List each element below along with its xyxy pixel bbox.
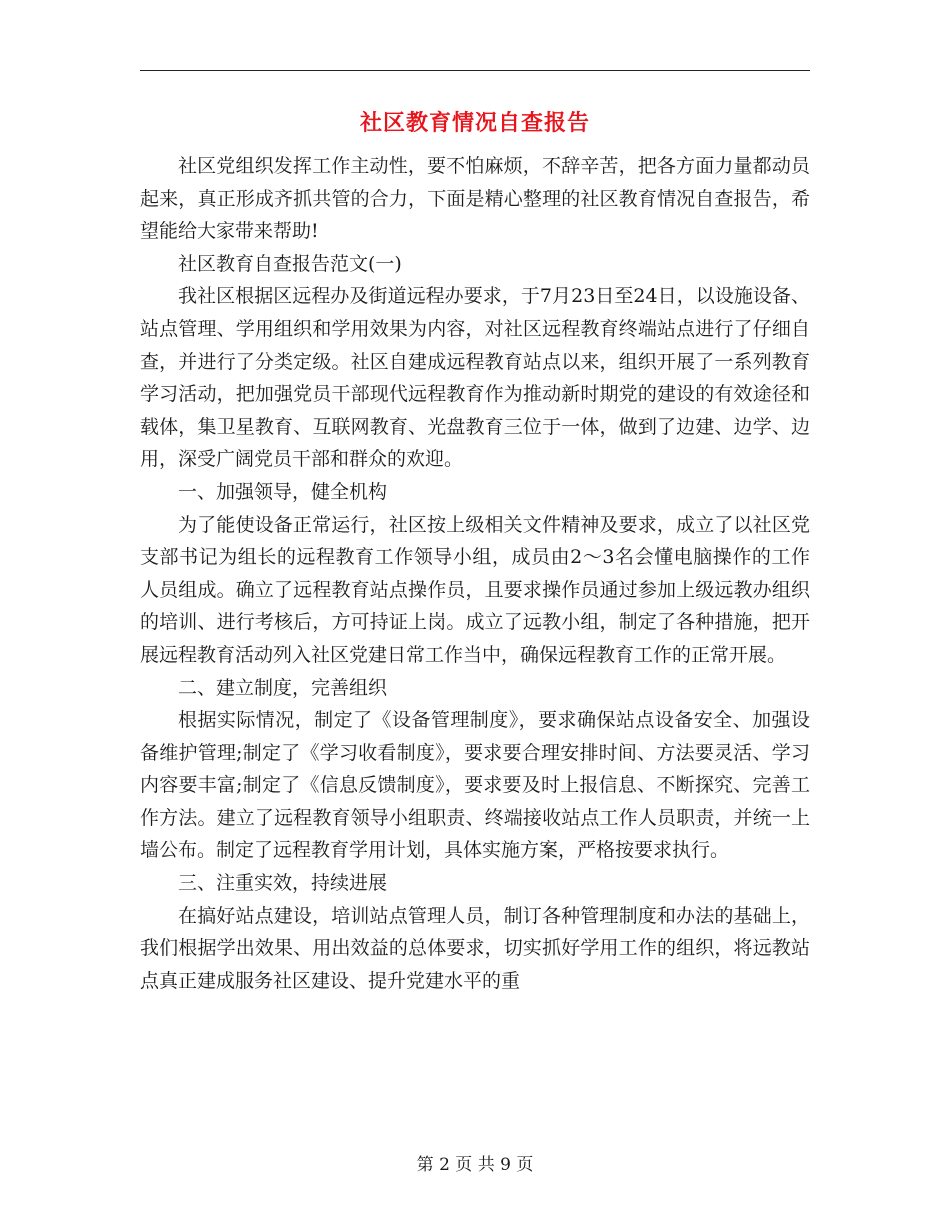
document-body (140, 150, 810, 997)
body-paragraph: 在搞好站点建设，培训站点管理人员，制订各种管理制度和办法的基础上，我们根据学出效果、用出效益的总体要求，切实抓好学用工作的组织，将远教站点真正建成服务社区建设、提升党建水平的重 (140, 904, 810, 992)
page-number: 第 2 页 共 9 页 (416, 1155, 534, 1175)
section-heading-2: 二、建立制度，完善组织 (178, 676, 388, 699)
body-paragraph: 为了能使设备正常运行，社区按上级相关文件精神及要求，成立了以社区党支部书记为组长的远程教育工作领导小组，成员由2～3名会懂电脑操作的工作人员组成。确立了远程教育站点操作员，且要求操作员通过参加上级远教办组织的培训、进行考核后，方可持证上岗。成立了远教小组，制定了各种措施，把开展远程教育活动列入社区党建日常工作当中，确保远程教育工作的正常开展。 (140, 513, 810, 666)
sample-heading: 社区教育自查报告范文(一) (178, 252, 402, 275)
intro-paragraph: 社区党组织发挥工作主动性，要不怕麻烦，不辞辛苦，把各方面力量都动员起来，真正形成齐抓共管的合力，下面是精心整理的社区教育情况自查报告，希望能给大家带来帮助! (140, 155, 810, 243)
document-title: 社区教育情况自查报告 (359, 111, 590, 136)
section-heading-1: 一、加强领导，健全机构 (178, 480, 388, 503)
header-rule (140, 70, 810, 71)
body-paragraph: 我社区根据区远程办及街道远程办要求，于7月23日至24日，以设施设备、站点管理、学用组织和学用效果为内容，对社区远程教育终端站点进行了仔细自查，并进行了分类定级。社区自建成远程教育站点以来，组织开展了一系列教育学习活动，把加强党员干部现代远程教育作为推动新时期党的建设的有效途径和载体，集卫星教育、互联网教育、光盘教育三位于一体，做到了边建、边学、边用，深受广阔党员干部和群众的欢迎。 (140, 285, 810, 471)
section-heading-3: 三、注重实效，持续进展 (178, 872, 388, 895)
body-paragraph: 根据实际情况，制定了《设备管理制度》，要求确保站点设备安全、加强设备维护管理;制定了《学习收看制度》，要求要合理安排时间、方法要灵活、学习内容要丰富;制定了《信息反馈制度》，要求要及时上报信息、不断探究、完善工作方法。建立了远程教育领导小组职责、终端接收站点工作人员职责，并统一上墙公布。制定了远程教育学用计划，具体实施方案，严格按要求执行。 (140, 709, 810, 862)
